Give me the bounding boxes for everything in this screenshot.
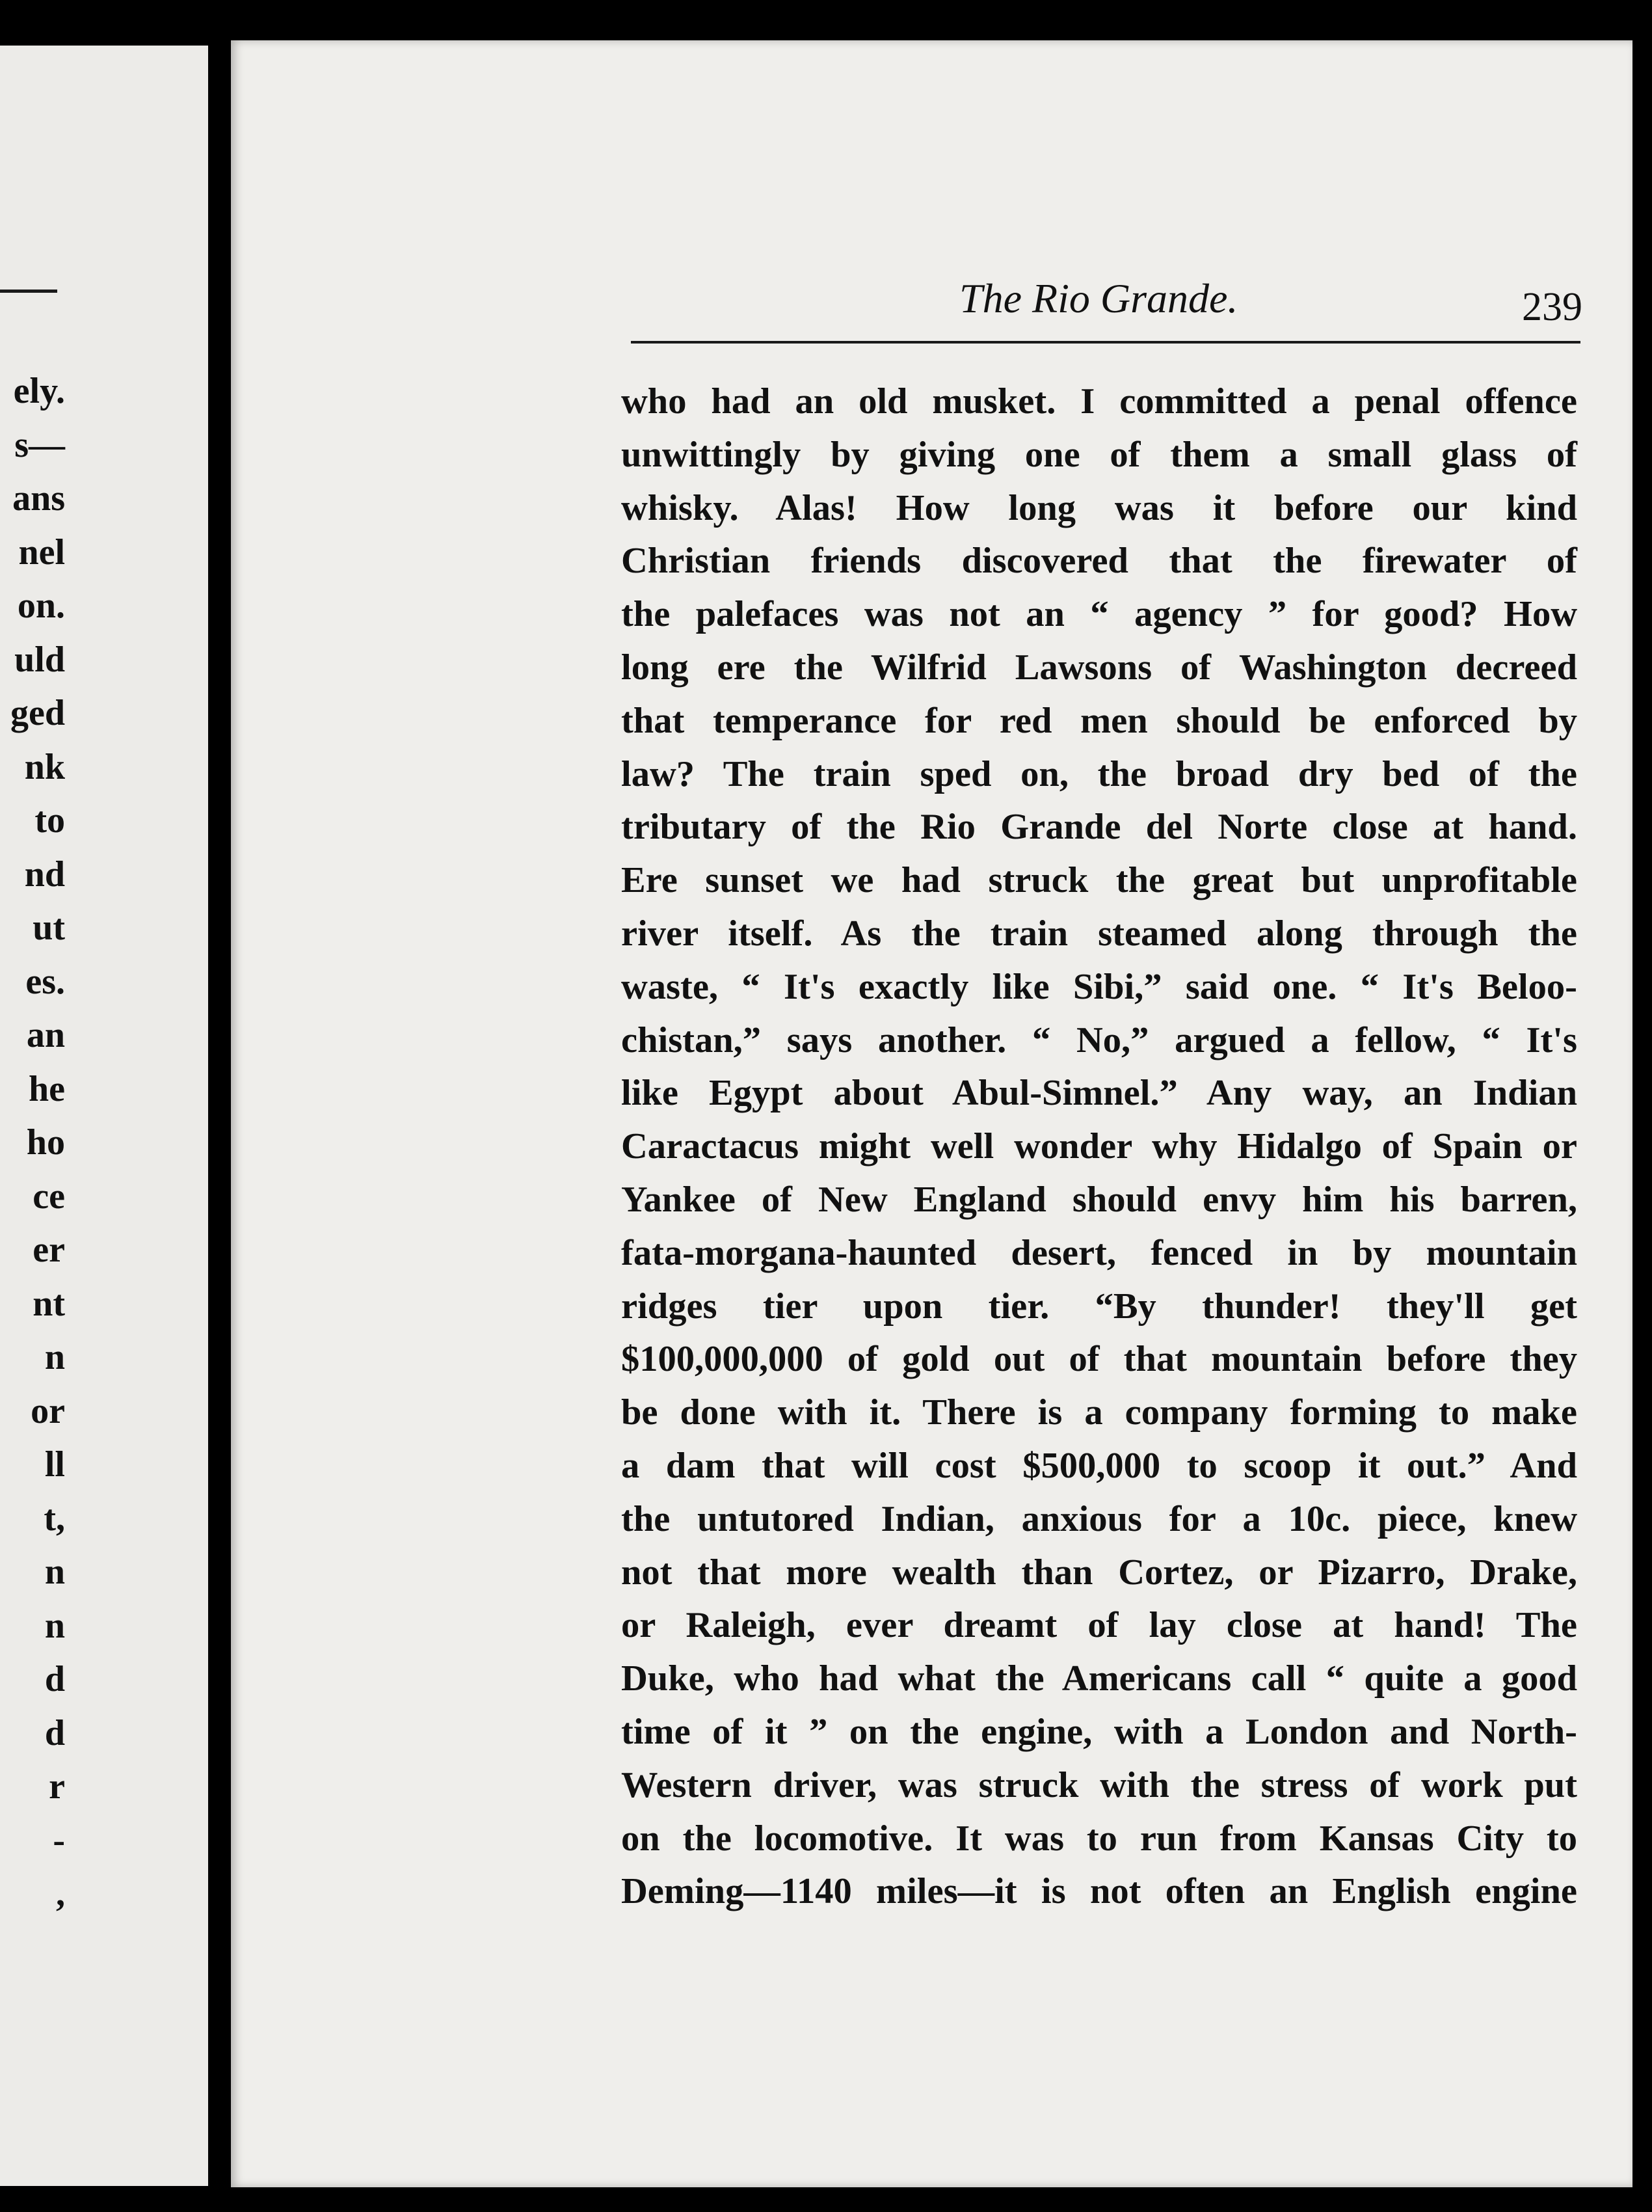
facing-page-fragment: es.: [25, 961, 65, 1002]
facing-page-fragment: ely.: [13, 371, 65, 411]
text-line: not that more wealth than Cortez, or Pizarro, Drake,: [621, 1552, 1577, 1593]
running-title: The Rio Grande.: [959, 275, 1238, 321]
facing-page-fragment: uld: [14, 639, 65, 680]
text-line: Caractacus might well wonder why Hidalgo of Spain or: [621, 1126, 1577, 1167]
facing-page-fragment: ho: [26, 1122, 65, 1163]
text-line: on the locomotive. It was to run from Kansas City to: [621, 1818, 1577, 1859]
facing-page-fragment: an: [26, 1015, 65, 1055]
facing-page-fragment: ll: [44, 1444, 65, 1485]
facing-page-fragment: t,: [44, 1498, 65, 1539]
text-line: law? The train sped on, the broad dry bed of the: [621, 753, 1577, 794]
text-line: be done with it. There is a company forming to make: [621, 1392, 1577, 1433]
text-line: Ere sunset we had struck the great but unprofitable: [621, 860, 1577, 901]
facing-page-fragment: ce: [33, 1176, 65, 1217]
text-line: who had an old musket. I committed a penal offence: [621, 381, 1577, 422]
facing-page-fragment: on.: [17, 586, 65, 626]
text-line: the palefaces was not an “ agency ” for good? How: [621, 594, 1577, 635]
text-line: or Raleigh, ever dreamt of lay close at hand! The: [621, 1605, 1577, 1646]
text-line: chistan,” says another. “ No,” argued a fellow, “ It's: [621, 1019, 1577, 1060]
text-line: ridges tier upon tier. “By thunder! they'll get: [621, 1286, 1577, 1327]
text-line: $100,000,000 of gold out of that mountain before they: [621, 1339, 1577, 1380]
facing-page-fragment: s—: [14, 424, 65, 465]
text-line: the untutored Indian, anxious for a 10c. piece, knew: [621, 1498, 1577, 1539]
text-line: Duke, who had what the Americans call “ quite a good: [621, 1658, 1577, 1699]
text-line: river itself. As the train steamed along through the: [621, 913, 1577, 954]
text-line: waste, “ It's exactly like Sibi,” said one. “ It's Beloo-: [621, 966, 1577, 1007]
text-line: long ere the Wilfrid Lawsons of Washington decreed: [621, 647, 1577, 688]
text-line: Western driver, was struck with the stress of work put: [621, 1764, 1577, 1805]
text-line: tributary of the Rio Grande del Norte close at hand.: [621, 807, 1577, 848]
text-line: time of it ” on the engine, with a London and North-: [621, 1711, 1577, 1752]
text-line: unwittingly by giving one of them a small glass of: [621, 434, 1577, 475]
facing-page-fragment: to: [34, 800, 65, 841]
facing-page-fragment: ,: [56, 1874, 65, 1914]
text-line: Yankee of New England should envy him his barren,: [621, 1179, 1577, 1220]
text-line: whisky. Alas! How long was it before our kind: [621, 487, 1577, 528]
text-line: fata-morgana-haunted desert, fenced in by mountain: [621, 1232, 1577, 1273]
facing-page-edge: [0, 46, 208, 2186]
facing-page-fragment: nk: [24, 746, 65, 787]
facing-page-text: [0, 364, 65, 1921]
facing-page-fragment: d: [44, 1659, 65, 1699]
facing-page-fragment: -: [53, 1820, 65, 1861]
facing-page-fragment: ut: [33, 908, 65, 948]
facing-page-fragment: nd: [24, 854, 65, 895]
book-page: [231, 40, 1632, 2187]
facing-page-fragment: er: [33, 1230, 65, 1270]
text-line: Christian friends discovered that the firewater of: [621, 541, 1577, 582]
text-line: a dam that will cost $500,000 to scoop it out.” And: [621, 1445, 1577, 1486]
page-number: 239: [1522, 285, 1582, 329]
facing-page-fragment: d: [44, 1712, 65, 1753]
body-text: [621, 375, 1577, 1919]
facing-page-fragment: he: [29, 1068, 65, 1109]
facing-page-fragment: nt: [33, 1283, 65, 1324]
facing-page-fragment: ged: [10, 693, 65, 733]
facing-page-fragment: nel: [18, 532, 65, 573]
facing-page-fragment: r: [49, 1766, 65, 1807]
text-line: Deming—1140 miles—it is not often an English engine: [621, 1871, 1577, 1912]
text-line: like Egypt about Abul-Simnel.” Any way, an Indian: [621, 1073, 1577, 1114]
text-line: that temperance for red men should be enforced by: [621, 700, 1577, 741]
facing-page-fragment: or: [31, 1390, 65, 1431]
facing-page-rule: [0, 290, 57, 293]
facing-page-fragment: n: [44, 1552, 65, 1592]
header-rule: [631, 341, 1580, 344]
facing-page-fragment: n: [44, 1337, 65, 1377]
facing-page-fragment: n: [44, 1605, 65, 1646]
facing-page-fragment: ans: [12, 478, 65, 519]
